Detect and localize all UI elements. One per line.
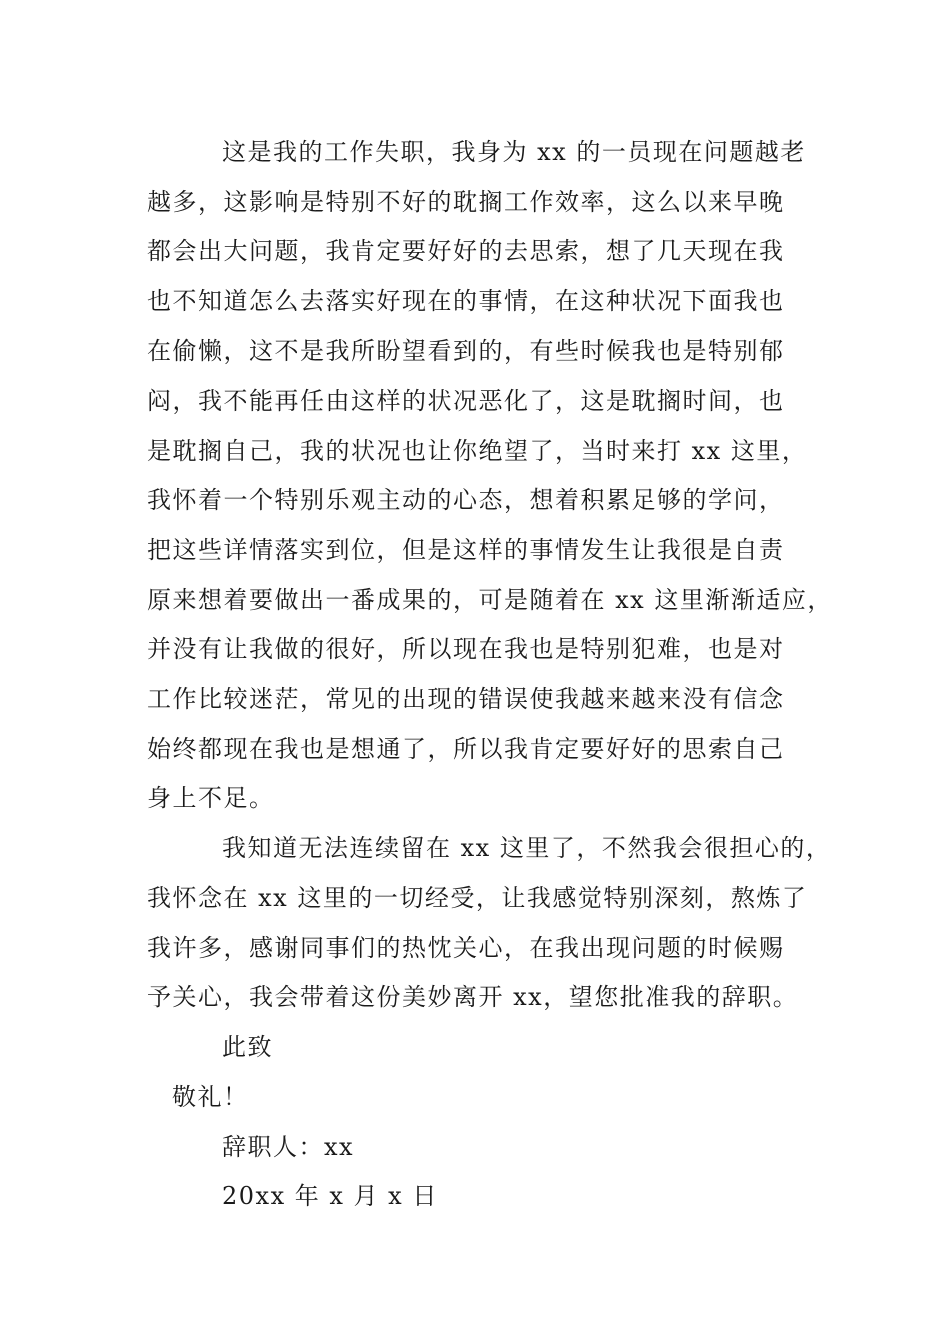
paragraph-1-line-6: 闷，我不能再任由这样的状况恶化了，这是耽搁时间，也 <box>147 387 785 415</box>
closing-regards: 敬礼！ <box>172 1083 249 1111</box>
paragraph-1-line-7: 是耽搁自己，我的状况也让你绝望了，当时来打 xx 这里， <box>147 437 808 465</box>
closing-salutation: 此致 <box>222 1033 273 1061</box>
paragraph-1-line-3: 都会出大问题，我肯定要好好的去思索，想了几天现在我 <box>147 237 785 265</box>
paragraph-1-line-11: 并没有让我做的很好，所以现在我也是特别犯难，也是对 <box>147 635 785 663</box>
paragraph-1-line-2: 越多，这影响是特别不好的耽搁工作效率，这么以来早晚 <box>147 188 785 216</box>
paragraph-2-line-3: 我许多，感谢同事们的热忱关心，在我出现问题的时候赐 <box>147 934 785 962</box>
paragraph-1-line-8: 我怀着一个特别乐观主动的心态，想着积累足够的学问， <box>147 486 785 514</box>
paragraph-1-line-5: 在偷懒，这不是我所盼望看到的，有些时候我也是特别郁 <box>147 337 785 365</box>
paragraph-1-line-10: 原来想着要做出一番成果的，可是随着在 xx 这里渐渐适应， <box>147 586 833 614</box>
date: 20xx 年 x 月 x 日 <box>222 1182 438 1210</box>
paragraph-2-line-1: 我知道无法连续留在 xx 这里了，不然我会很担心的， <box>222 834 832 862</box>
paragraph-1-line-4: 也不知道怎么去落实好现在的事情，在这种状况下面我也 <box>147 287 785 315</box>
paragraph-2-line-4: 予关心，我会带着这份美妙离开 xx，望您批准我的辞职。 <box>147 983 799 1011</box>
paragraph-1-line-13: 始终都现在我也是想通了，所以我肯定要好好的思索自己 <box>147 735 785 763</box>
paragraph-1-line-9: 把这些详情落实到位，但是这样的事情发生让我很是自责 <box>147 536 785 564</box>
paragraph-2-line-2: 我怀念在 xx 这里的一切经受，让我感觉特别深刻，熬炼了 <box>147 884 808 912</box>
paragraph-1-line-1: 这是我的工作失职，我身为 xx 的一员现在问题越老 <box>222 138 806 166</box>
signature: 辞职人：xx <box>222 1133 355 1161</box>
paragraph-1-line-14: 身上不足。 <box>147 784 275 812</box>
paragraph-1-line-12: 工作比较迷茫，常见的出现的错误使我越来越来没有信念 <box>147 685 785 713</box>
